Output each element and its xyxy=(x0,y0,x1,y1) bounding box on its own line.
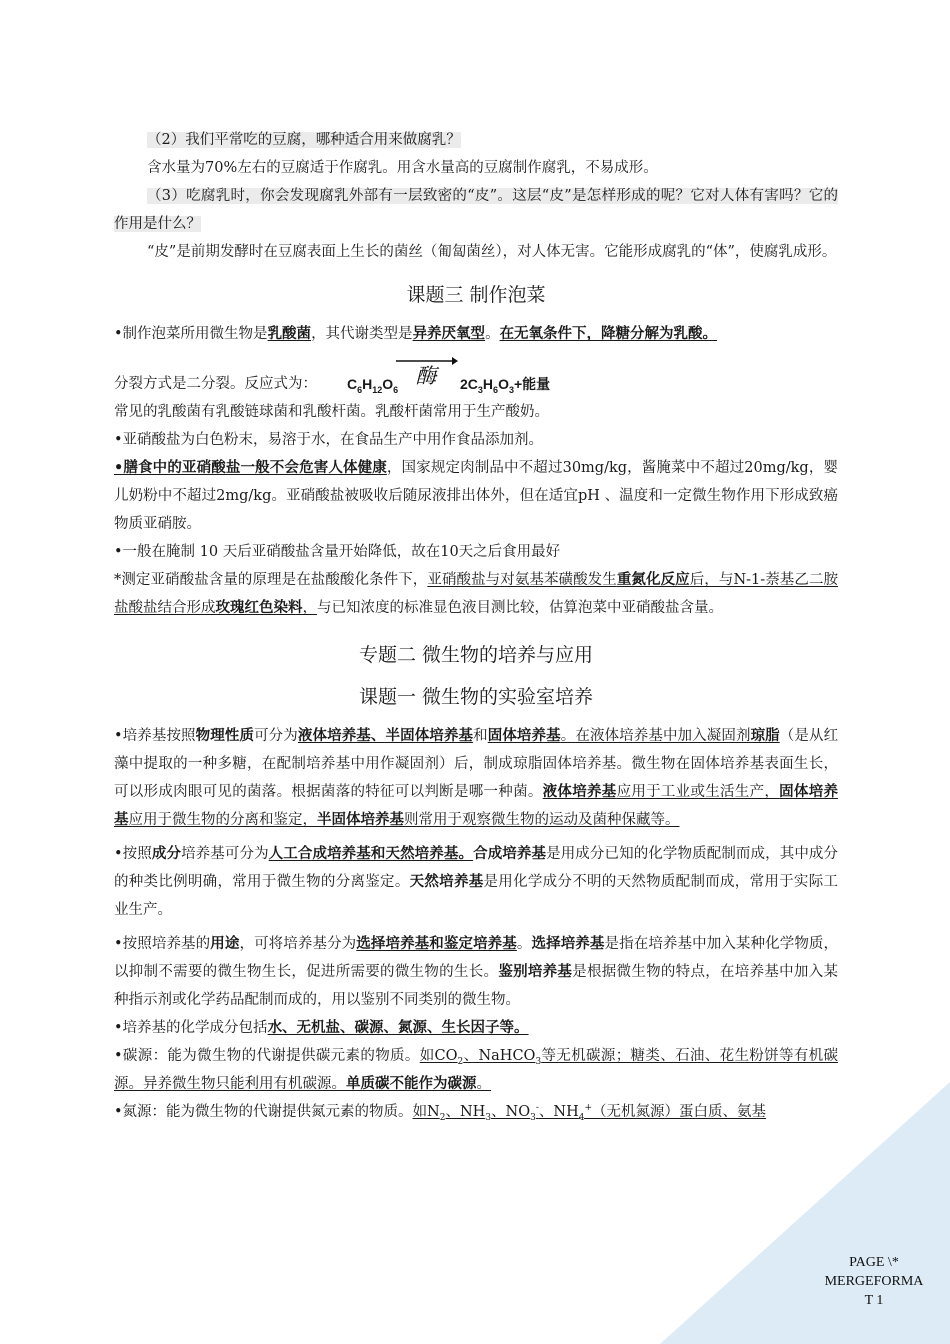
enzyme-arrow-icon xyxy=(394,354,458,388)
text-run: •按照 xyxy=(114,846,152,862)
text-run: 是用成分已知的化学物质配制而成，其中成分的种类比例明确，常用于微生物的分离鉴定。 xyxy=(114,846,839,890)
medium-chemistry-para xyxy=(114,1014,838,1042)
keyword: •膳食中的亚硝酸盐一般不会危害人体健康 xyxy=(114,459,387,476)
keyword: 半固体培养基 xyxy=(317,811,404,828)
lactic-bacteria-para: 常见的乳酸菌有乳酸链球菌和乳酸杆菌。乳酸杆菌常用于生产酸奶。 xyxy=(114,404,549,420)
text-run: 、NH xyxy=(538,1104,579,1120)
enzyme-label: 酶 xyxy=(415,364,437,388)
text-run: •氮源：能为微生物的代谢提供氮元素的物质。 xyxy=(114,1104,413,1120)
keyword: 琼脂 xyxy=(750,727,780,744)
carbon-examples: 如$CO_2$、NaHCO$_3$等无机碳源；糖类、石油、花生粉饼等有机碳源。异养微生物只能利用有机碳源。单质碳不能作为碳源。 xyxy=(114,1048,838,1092)
keyword: 天然培养基 xyxy=(409,873,484,890)
keyword: 乳酸菌 xyxy=(267,325,312,342)
underlined-run: 亚硝酸盐与对氨基苯磺酸发生 xyxy=(427,572,617,588)
footer-line-2: T 1 xyxy=(864,1293,884,1308)
question-2-text: （2）我们平常吃的豆腐，哪种适合用来做腐乳？ xyxy=(147,132,461,148)
underlined-run: 在液体培养基中加入凝固剂 xyxy=(575,728,751,744)
keyword: 液体培养基 xyxy=(542,783,617,800)
question-2 xyxy=(114,126,838,154)
formula-reactant: $C_6H_{12}O_6$ xyxy=(347,376,399,395)
text-run: 和 xyxy=(473,728,488,744)
text-run: （无机氮源）蛋白质、氨基 xyxy=(592,1104,767,1120)
text-run: ，其代谢类型是 xyxy=(311,326,413,342)
underlined-run: 应用于工业或生活生产， xyxy=(616,784,780,800)
pickle-microbe-para xyxy=(114,320,838,348)
medium-composition-para xyxy=(114,840,838,924)
page-number-field xyxy=(808,1253,940,1310)
text-run: 如N xyxy=(412,1104,440,1120)
text-run: *测定亚硝酸盐含量的原理是在盐酸酸化条件下， xyxy=(114,572,428,588)
text-run: 与已知浓度的标准显色液目测比较，估算泡菜中亚硝酸盐含量。 xyxy=(317,600,723,616)
text-run: 是用化学成分不明的天然物质配制而成，常用于实际工业生产。 xyxy=(114,874,838,918)
text-run: 培养基可分为 xyxy=(181,846,269,862)
underlined-run: 后，与N-1-萘基乙二胺盐酸盐结合形成 xyxy=(114,572,839,616)
section-title-lab-culture: 课题一 微生物的实验室培养 xyxy=(358,686,594,708)
answer-3: “皮”是前期发酵时在豆腐表面上生长的菌丝（匍匐菌丝），对人体无害。它能形成腐乳的“体”，使腐乳成形。 xyxy=(147,244,837,260)
text-run: 可分为 xyxy=(254,728,298,744)
text-run: 。 xyxy=(516,936,532,952)
underlined-run: 则常用于观察微生物的运动及菌种保藏等。 xyxy=(404,812,680,828)
keyword: 用途 xyxy=(210,935,240,952)
question-3-text: （3）吃腐乳时，你会发现腐乳外部有一层致密的“皮”。这层“皮”是怎样形成的呢？它对人体有害吗？它的作用是什么？ xyxy=(114,188,838,232)
nitrogen-examples: 如$N_2$、$NH_3$、$NO_3^-$、$NH_4^+$（无机氮源）蛋白质、氨基 xyxy=(412,1103,767,1123)
nitrite-measure-para xyxy=(114,566,838,622)
formula-lead: 分裂方式是二分裂。反应式为： xyxy=(114,376,317,392)
text-run: 。 xyxy=(476,1076,491,1092)
nitrite-property-para: •亚硝酸盐为白色粉末，易溶于水，在食品生产中用作食品添加剂。 xyxy=(114,432,544,448)
keyword: 液体培养基、半固体培养基 xyxy=(297,727,474,744)
keyword: 物理性质 xyxy=(195,727,255,744)
answer-2: 含水量为70%左右的豆腐适于作腐乳。用含水量高的豆腐制作腐乳，不易成形。 xyxy=(147,160,658,176)
nitrite-timing-para: •一般在腌制 10 天后亚硝酸盐含量开始降低，故在10天之后食用最好 xyxy=(114,544,561,560)
keyword: 异养厌氧型 xyxy=(412,325,486,342)
underlined-run: 。 xyxy=(560,728,576,744)
footer-line-1: PAGE \* MERGEFORMA xyxy=(824,1255,924,1289)
text-run: •制作泡菜所用微生物是 xyxy=(114,326,268,342)
keyword: 合成培养基 xyxy=(473,845,547,862)
text-run: ，可将培养基分为 xyxy=(239,936,357,952)
keyword: 鉴别培养基 xyxy=(498,963,573,980)
section-title-pickles: 课题三 制作泡菜 xyxy=(406,284,546,306)
nitrite-safety-para xyxy=(114,454,838,538)
medium-purpose-para xyxy=(114,930,838,1014)
topic-title-microbes: 专题二 微生物的培养与应用 xyxy=(358,644,594,666)
text-run: 、NaHCO xyxy=(463,1048,536,1064)
text-run: 等无机碳源；糖类、石油、花生粉饼等有机碳源。异养微生物只能利用有机碳源。 xyxy=(114,1048,838,1092)
text-run: •碳源：能为微生物的代谢提供碳元素的物质。 xyxy=(114,1048,420,1064)
text-run: •培养基按照 xyxy=(114,728,196,744)
question-3 xyxy=(114,182,838,238)
keyword: 选择培养基 xyxy=(531,935,605,952)
text-run: 是指在培养基中加入某种化学物质，以抑制不需要的微生物生长，促进所需要的微生物的生长。 xyxy=(114,936,839,980)
keyword: 单质碳不能作为碳源 xyxy=(346,1075,477,1092)
keyword: 选择培养基和鉴定培养基 xyxy=(356,935,517,952)
text-run: （是从红藻中提取的一种多糖，在配制培养基中用作凝固剂）后，制成琼脂固体培养基。微生物在固体培养基表面生长，可以形成肉眼可见的菌落。根据菌落的特征可以判断是哪一种菌。 xyxy=(114,728,839,800)
medium-physical-para xyxy=(114,722,838,834)
underlined-run: ， xyxy=(302,600,317,616)
text-run: 、NH xyxy=(445,1104,486,1120)
underlined-run: 应用于微生物的分离和鉴定， xyxy=(128,812,317,828)
text-run: 是根据微生物的特点，在培养基中加入某种指示剂或化学药品配制而成的，用以鉴别不同类别的微生物。 xyxy=(114,964,838,1008)
keyword: 固体培养基 xyxy=(487,727,561,744)
keyword: 人工合成培养基和天然培养基。 xyxy=(268,845,474,862)
keyword: 在无氧条件下，降糖分解为乳酸。 xyxy=(499,325,718,342)
formula-product: $2C_3H_6O_3+$能量 xyxy=(460,376,551,395)
keyword: 水、无机盐、碳源、氮源、生长因子等。 xyxy=(267,1019,529,1036)
text-run: 。 xyxy=(485,326,500,342)
keyword: 重氮化反应 xyxy=(616,571,690,588)
keyword: 玫瑰红色染料 xyxy=(215,599,303,616)
keyword: 成分 xyxy=(151,845,182,862)
reaction-formula xyxy=(114,352,838,398)
text-run: ，国家规定肉制品中不超过30mg/kg，酱腌菜中不超过20mg/kg，婴儿奶粉中不超过2mg/kg。亚硝酸盐被吸收后随尿液排出体外，但在适宜pH 、温度和一定微生物作用下形成致癌物质亚硝胺。 xyxy=(114,460,838,532)
text-run: 、NO xyxy=(491,1104,531,1120)
text-run: •按照培养基的 xyxy=(114,936,211,952)
keyword: 固体培养基 xyxy=(114,783,838,828)
text-run: 如CO xyxy=(419,1048,458,1064)
text-run: •培养基的化学成分包括 xyxy=(114,1020,268,1036)
document-body xyxy=(114,126,838,1126)
